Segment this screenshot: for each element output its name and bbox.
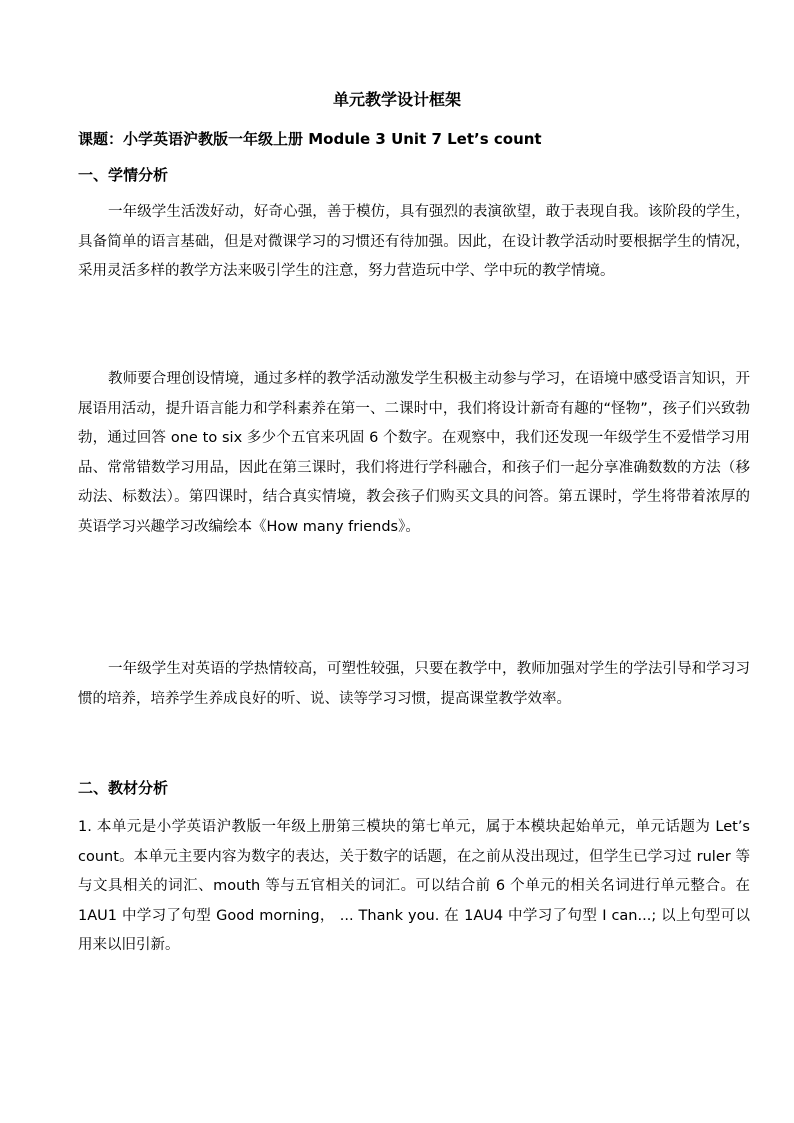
document-title: 单元教学设计框架 <box>332 90 461 109</box>
learner-analysis-paragraph-3: 一年级学生对英语的学热情较高，可塑性较强，只要在教学中，教师加强对学生的学法引导和学习习惯的培养，培养学生养成良好的听、说、读等学习习惯，提高课堂教学效率。 <box>78 661 750 707</box>
textbook-analysis-paragraph-1: 1. 本单元是小学英语沪教版一年级上册第三模块的第七单元，属于本模块起始单元，单元话题为 Let’s count。本单元主要内容为数字的表达，关于数字的话题，在之前从没出现过，但学生已学习过 ruler 等与文具相关的词汇、mouth 等与五官相关的词汇。可以结合前 6 个单元的相关名词进行单元整合。在 1AU1 中学习了句型 Good morning， ... Thank you. 在 1AU4 中学习了句型 I can...; 以上句型可以用来以旧引新。 <box>78 819 750 953</box>
learner-analysis-paragraph-2: 教师要合理创设情境，通过多样的教学活动激发学生积极主动参与学习，在语境中感受语言知识，开展语用活动，提升语言能力和学科素养在第一、二课时中，我们将设计新奇有趣的“怪物”，孩子们兴致勃勃，通过回答 one to six 多少个五官来巩固 6 个数字。在观察中，我们还发现一年级学生不爱惜学习用品、常常错数学习用品，因此在第三课时，我们将进行学科融合，和孩子们一起分享准确数数的方法（移动法、标数法）。第四课时，结合真实情境，教会孩子们购买文具的问答。第五课时，学生将带着浓厚的英语学习兴趣学习改编绘本《How many friends》。 <box>78 371 750 535</box>
section-heading-textbook-analysis: 二、教材分析 <box>78 779 169 797</box>
section-heading-learner-analysis: 一、学情分析 <box>78 166 169 184</box>
learner-analysis-paragraph-1: 一年级学生活泼好动，好奇心强，善于模仿，具有强烈的表演欲望，敢于表现自我。该阶段的学生，具备简单的语言基础，但是对微课学习的习惯还有待加强。因此，在设计教学活动时要根据学生的情况，采用灵活多样的教学方法来吸引学生的注意，努力营造玩中学、学中玩的教学情境。 <box>78 204 750 279</box>
course-topic-line: 课题：小学英语沪教版一年级上册 Module 3 Unit 7 Let’s count <box>78 130 542 148</box>
